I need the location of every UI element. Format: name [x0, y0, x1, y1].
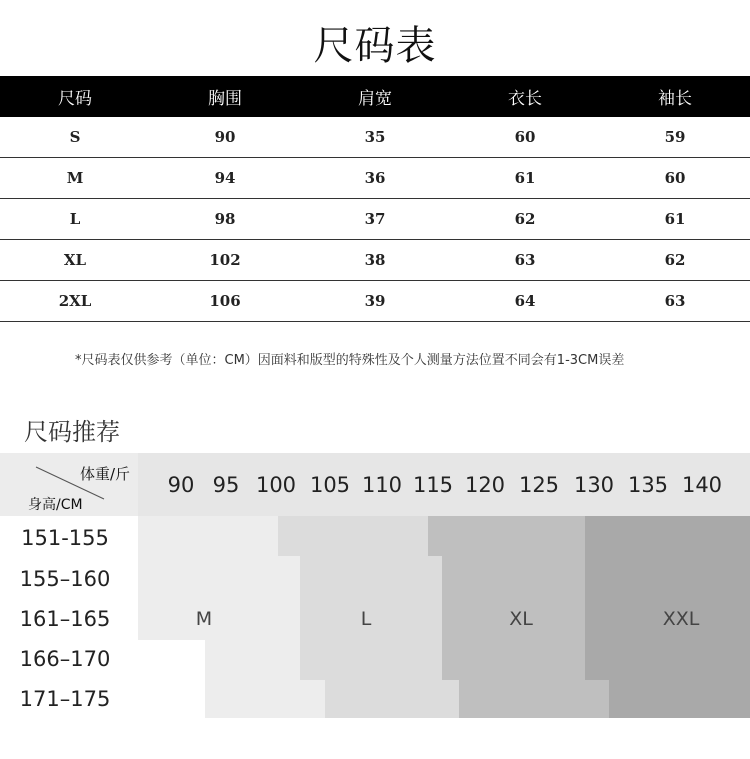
size-label-xl: XL	[509, 608, 533, 630]
weight-axis-label: 体重/斤	[79, 465, 130, 483]
table-cell: 39	[300, 281, 450, 322]
weight-value: 125	[518, 473, 560, 497]
table-cell: 106	[150, 281, 300, 322]
weight-value: 105	[309, 473, 351, 497]
weight-value: 120	[464, 473, 506, 497]
table-cell: M	[0, 158, 150, 199]
table-row	[0, 281, 750, 322]
header-shoulder: 肩宽	[300, 76, 450, 117]
size-region-m	[205, 640, 300, 680]
table-cell: 59	[600, 117, 750, 158]
size-label-xxl: XXL	[662, 608, 700, 630]
table-cell: L	[0, 199, 150, 240]
height-labels	[0, 516, 139, 718]
table-cell: 90	[150, 117, 300, 158]
weight-value: 135	[627, 473, 669, 497]
size-region-m	[138, 556, 300, 640]
table-row	[0, 199, 750, 240]
height-value: 155–160	[19, 567, 111, 591]
height-value: 151-155	[21, 526, 109, 550]
weight-value: 110	[361, 473, 403, 497]
table-cell: 38	[300, 240, 450, 281]
height-axis-label: 身高/CM	[28, 497, 83, 513]
table-cell: 37	[300, 199, 450, 240]
weight-value: 95	[212, 473, 240, 497]
size-region-xl	[459, 680, 609, 718]
corner-cell	[0, 453, 138, 516]
size-region-xl	[428, 516, 585, 556]
size-region-m	[205, 680, 325, 718]
size-table	[0, 76, 750, 322]
weight-value: 90	[167, 473, 195, 497]
size-region-m	[138, 516, 278, 556]
table-cell: 35	[300, 117, 450, 158]
header-size: 尺码	[0, 76, 150, 117]
height-value: 161–165	[19, 607, 111, 631]
size-region-grid	[138, 516, 750, 718]
table-cell: 98	[150, 199, 300, 240]
table-cell: 63	[450, 240, 600, 281]
height-value: 171–175	[19, 687, 111, 711]
table-row	[0, 117, 750, 158]
size-recommend-chart	[0, 453, 750, 718]
table-cell: 94	[150, 158, 300, 199]
size-label-l: L	[360, 608, 372, 630]
height-value: 166–170	[19, 647, 111, 671]
table-cell: 64	[450, 281, 600, 322]
measurement-note: *尺码表仅供参考（单位：CM）因面料和版型的特殊性及个人测量方法位置不同会有1-3CM误差	[75, 353, 625, 368]
table-cell: 2XL	[0, 281, 150, 322]
table-cell: S	[0, 117, 150, 158]
table-header-row	[0, 76, 750, 117]
header-chest: 胸围	[150, 76, 300, 117]
table-cell: 60	[600, 158, 750, 199]
recommend-title: 尺码推荐	[24, 418, 120, 446]
table-cell: 61	[450, 158, 600, 199]
table-cell: 36	[300, 158, 450, 199]
size-region-l	[278, 516, 428, 556]
size-region-xxl	[609, 680, 750, 718]
table-cell: 63	[600, 281, 750, 322]
recommend-header	[0, 453, 750, 516]
table-cell: 61	[600, 199, 750, 240]
header-length: 衣长	[450, 76, 600, 117]
weight-value: 100	[255, 473, 297, 497]
page-title: 尺码表	[313, 23, 437, 69]
table-cell: XL	[0, 240, 150, 281]
size-region-xxl	[585, 516, 750, 680]
table-cell: 62	[450, 199, 600, 240]
weight-value: 140	[681, 473, 723, 497]
header-sleeve: 袖长	[600, 76, 750, 117]
table-cell: 62	[600, 240, 750, 281]
weight-value: 130	[573, 473, 615, 497]
table-cell: 102	[150, 240, 300, 281]
table-cell: 60	[450, 117, 600, 158]
table-row	[0, 240, 750, 281]
table-row	[0, 158, 750, 199]
weight-value: 115	[412, 473, 454, 497]
weight-values	[138, 453, 750, 516]
size-region-l	[325, 680, 459, 718]
size-label-m: M	[195, 608, 213, 630]
